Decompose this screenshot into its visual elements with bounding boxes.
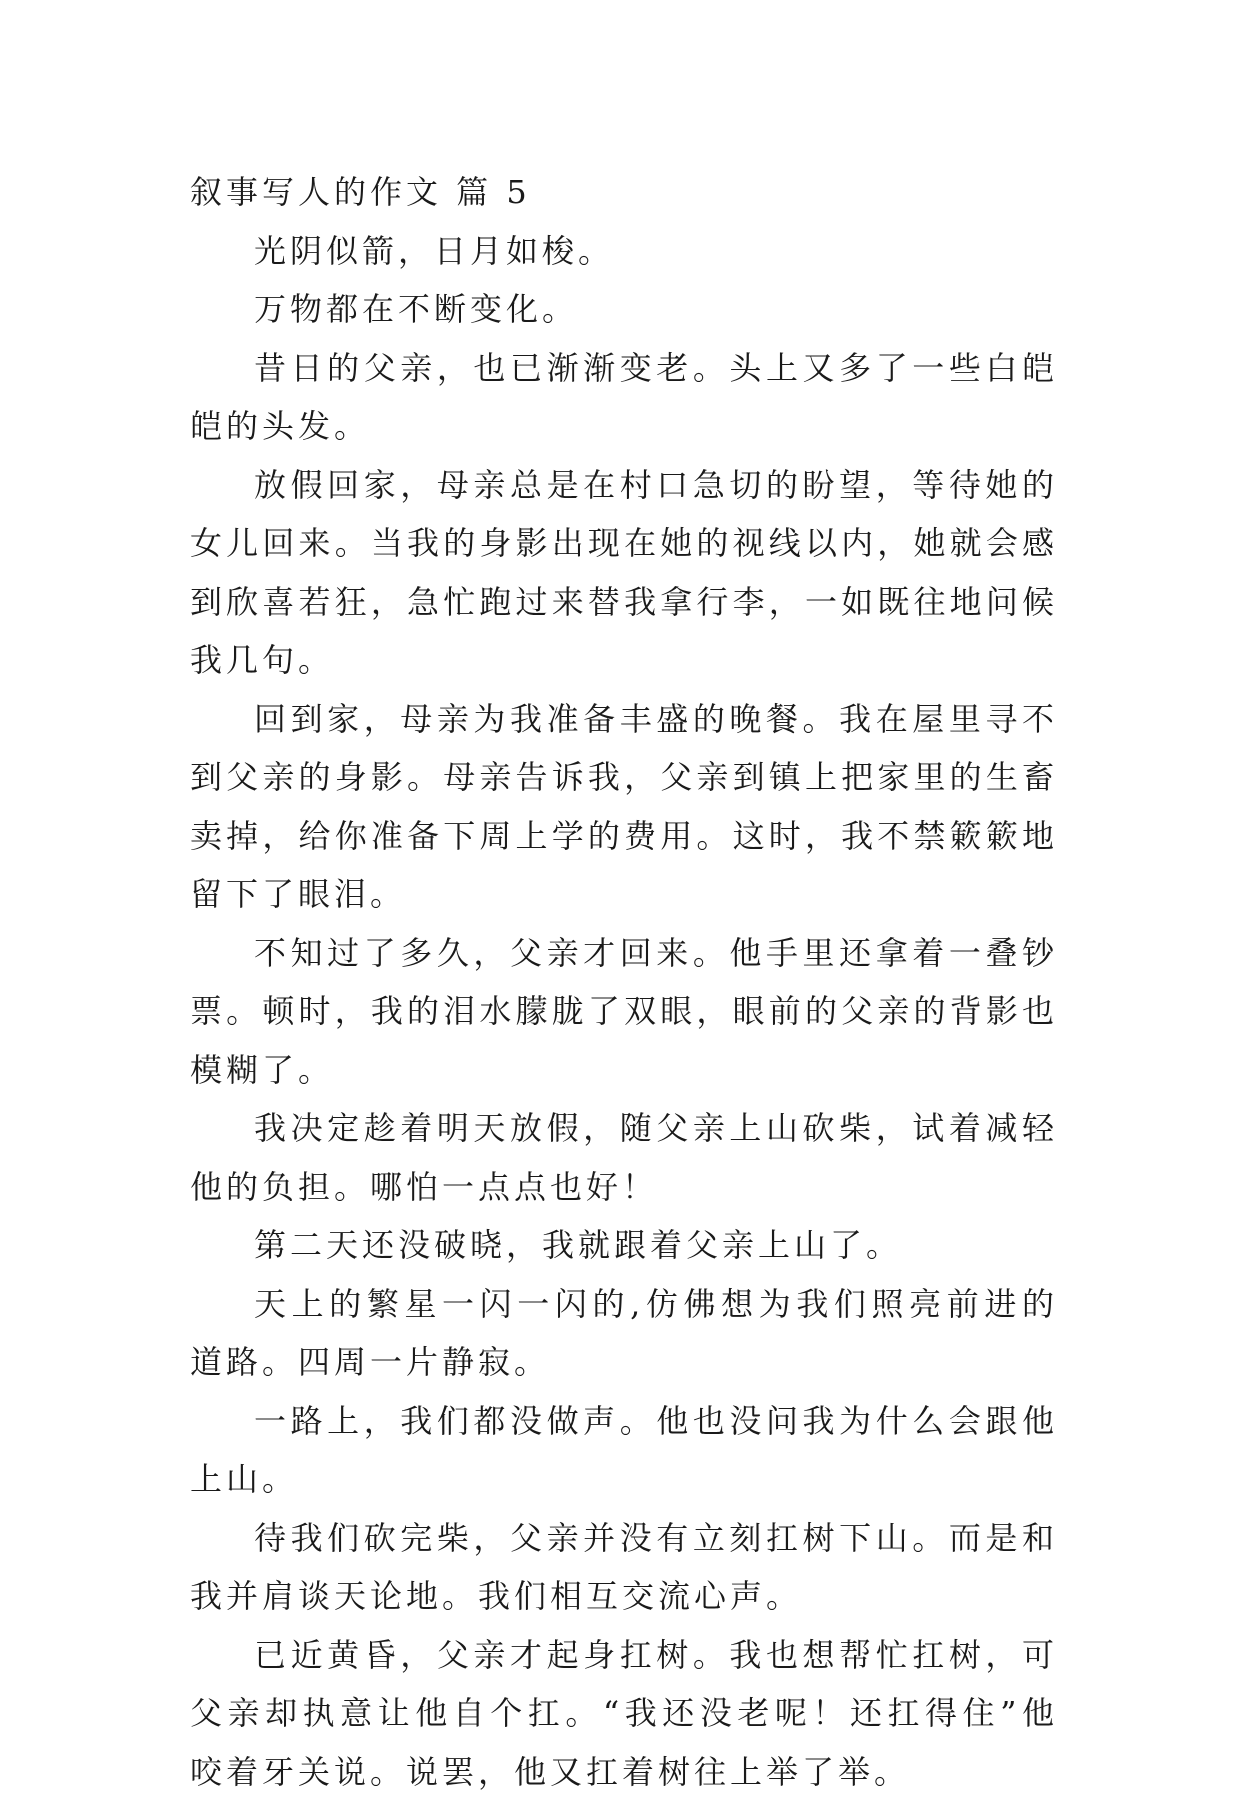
- paragraph: 昔日的父亲，也已渐渐变老。头上又多了一些白皑皑的头发。: [190, 339, 1058, 456]
- paragraph: 万物都在不断变化。: [190, 280, 1058, 339]
- paragraph: 一路上，我们都没做声。他也没问我为什么会跟他上山。: [190, 1392, 1058, 1509]
- document-title: 叙事写人的作文 篇 5: [190, 163, 1058, 222]
- paragraph: 我决定趁着明天放假，随父亲上山砍柴，试着减轻他的负担。哪怕一点点也好！: [190, 1099, 1058, 1216]
- paragraph: 已近黄昏，父亲才起身扛树。我也想帮忙扛树，可父亲却执意让他自个扛。“我还没老呢！还扛得住”他咬着牙关说。说罢，他又扛着树往上举了举。: [190, 1626, 1058, 1801]
- paragraph: 天上的繁星一闪一闪的,仿佛想为我们照亮前进的道路。四周一片静寂。: [190, 1275, 1058, 1392]
- paragraph: 第二天还没破晓，我就跟着父亲上山了。: [190, 1216, 1058, 1275]
- paragraph: 放假回家，母亲总是在村口急切的盼望，等待她的女儿回来。当我的身影出现在她的视线以内，她就会感到欣喜若狂，急忙跑过来替我拿行李，一如既往地问候我几句。: [190, 456, 1058, 690]
- paragraph: 不知过了多久，父亲才回来。他手里还拿着一叠钞票。顿时，我的泪水朦胧了双眼，眼前的父亲的背影也模糊了。: [190, 924, 1058, 1100]
- paragraph: 回到家，母亲为我准备丰盛的晚餐。我在屋里寻不到父亲的身影。母亲告诉我，父亲到镇上把家里的生畜卖掉，给你准备下周上学的费用。这时，我不禁簌簌地留下了眼泪。: [190, 690, 1058, 924]
- paragraph: 光阴似箭，日月如梭。: [190, 222, 1058, 281]
- document-body: [190, 163, 1058, 1801]
- paragraph: 待我们砍完柴，父亲并没有立刻扛树下山。而是和我并肩谈天论地。我们相互交流心声。: [190, 1509, 1058, 1626]
